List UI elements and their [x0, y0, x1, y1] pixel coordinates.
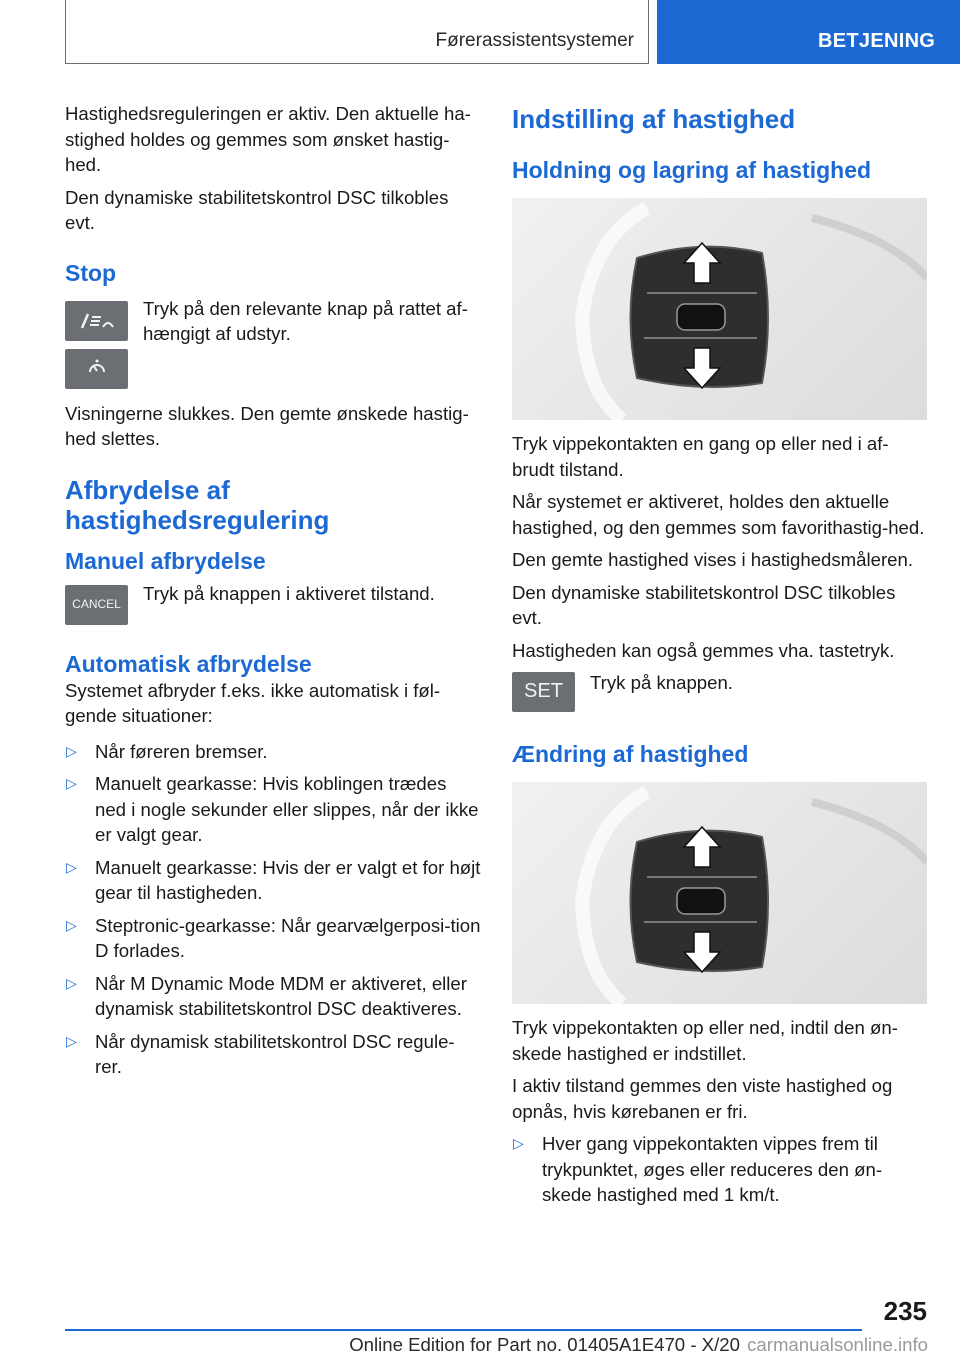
edition-text: Online Edition for Part no. 01405A1E470 - X/20 [349, 1334, 740, 1355]
auto-interrupt-heading: Automatisk afbrydelse [65, 650, 312, 677]
list-item: ▷ Når dynamisk stabilitetskontrol DSC regule-rer. [66, 1030, 455, 1077]
hold-paragraph-3: Den gemte hastighed vises i hastighedsmåleren. [512, 549, 914, 570]
stop-instruction [65, 296, 481, 391]
cancel-button-label: CANCEL [72, 596, 121, 611]
watermark-text: carmanualsonline.info [747, 1334, 928, 1355]
hold-paragraph-4: Den dynamiske stabilitetskontrol DSC tilkobles evt. [512, 581, 896, 628]
set-speed-heading: Indstilling af hastighed [512, 104, 796, 134]
footer-edition [349, 1334, 928, 1356]
bullet-triangle-icon: ▷ [66, 775, 77, 791]
steering-wheel-rocker-image [512, 198, 927, 420]
bullet-triangle-icon: ▷ [66, 742, 77, 759]
list-item: ▷ Når føreren bremser. [65, 739, 481, 765]
hold-speed-heading: Holdning og lagring af hastighed [512, 157, 872, 183]
header-chapter-label: BETJENING [818, 30, 936, 52]
right-column [512, 104, 927, 1215]
manual-interrupt-instruction [65, 581, 481, 627]
change-speed-heading: Ændring af hastighed [512, 741, 749, 767]
bullet-triangle-icon: ▷ [66, 1032, 77, 1049]
bullet-triangle-icon: ▷ [66, 916, 77, 933]
set-button-icon [512, 672, 575, 712]
set-button-text: Tryk på knappen. [590, 672, 733, 693]
auto-interrupt-list [65, 739, 481, 1080]
bullet-triangle-icon: ▷ [66, 858, 77, 875]
change-speed-list [512, 1131, 927, 1208]
speed-limiter-button-icon [65, 349, 128, 389]
interrupt-heading: Afbrydelse af hastighedsregulering [65, 474, 330, 535]
intro-paragraph-2: Den dynamiske stabilitetskontrol DSC tilkobles evt. [65, 186, 449, 233]
stop-result-text: Visningerne slukkes. Den gemte ønskede hastig-hed slettes. [65, 402, 469, 449]
hold-paragraph-2: Når systemet er aktiveret, holdes den aktuelle hastighed, og den gemmes som favorithastig-hed. [512, 491, 925, 538]
list-item: ▷ Hver gang vippekontakten vippes frem til trykpunktet, øges eller reduceres den øn-skede hastighed med 1 km/t. [513, 1133, 883, 1205]
bullet-triangle-icon: ▷ [513, 1135, 524, 1151]
steering-wheel-rocker-image-2 [512, 782, 927, 1004]
footer-divider [65, 1329, 862, 1331]
change-paragraph-2: I aktiv tilstand gemmes den viste hastighed og opnås, hvis kørebanen er fri. [512, 1075, 893, 1122]
header-section-title: Førerassistentsystemer [435, 30, 634, 51]
bullet-triangle-icon: ▷ [66, 974, 77, 991]
header-section-box [65, 0, 649, 64]
set-button-instruction [512, 670, 927, 720]
header-chapter-tab[interactable] [657, 0, 960, 64]
intro-paragraph-1: Hastighedsreguleringen er aktiv. Den aktuelle ha-stighed holdes og gemmes som ønsket hastig-hed. [65, 103, 471, 175]
hold-paragraph-5: Hastigheden kan også gemmes vha. tastetryk. [512, 639, 895, 661]
hold-paragraph-1: Tryk vippekontakten en gang op eller ned i af-brudt tilstand. [512, 433, 889, 480]
change-paragraph-1: Tryk vippekontakten op eller ned, indtil den øn-skede hastighed er indstillet. [512, 1017, 898, 1064]
manual-interrupt-text: Tryk på knappen i aktiveret tilstand. [143, 582, 435, 604]
cruise-control-off-button-icon [65, 301, 128, 341]
stop-heading: Stop [65, 259, 117, 286]
left-column [65, 101, 481, 1087]
list-item: ▷ Når M Dynamic Mode MDM er aktiveret, eller dynamisk stabilitetskontrol DSC deaktiveres. [66, 972, 467, 1019]
set-button-label: SET [524, 680, 563, 703]
list-item: ▷ Manuelt gearkasse: Hvis koblingen trædes ned i nogle sekunder eller slippes, når der ikke er valgt gear. [66, 773, 479, 845]
cancel-button-icon [65, 585, 128, 625]
list-item: ▷ Steptronic-gearkasse: Når gearvælgerposi-tion D forlades. [66, 914, 481, 961]
manual-interrupt-heading: Manuel afbrydelse [65, 547, 266, 574]
list-item: ▷ Manuelt gearkasse: Hvis der er valgt et for højt gear til hastigheden. [66, 856, 481, 903]
auto-interrupt-text: Systemet afbryder f.eks. ikke automatisk i føl-gende situationer: [65, 679, 441, 726]
stop-text: Tryk på den relevante knap på rattet af-hængigt af udstyr. [143, 297, 468, 344]
page-number: 235 [883, 1296, 927, 1326]
